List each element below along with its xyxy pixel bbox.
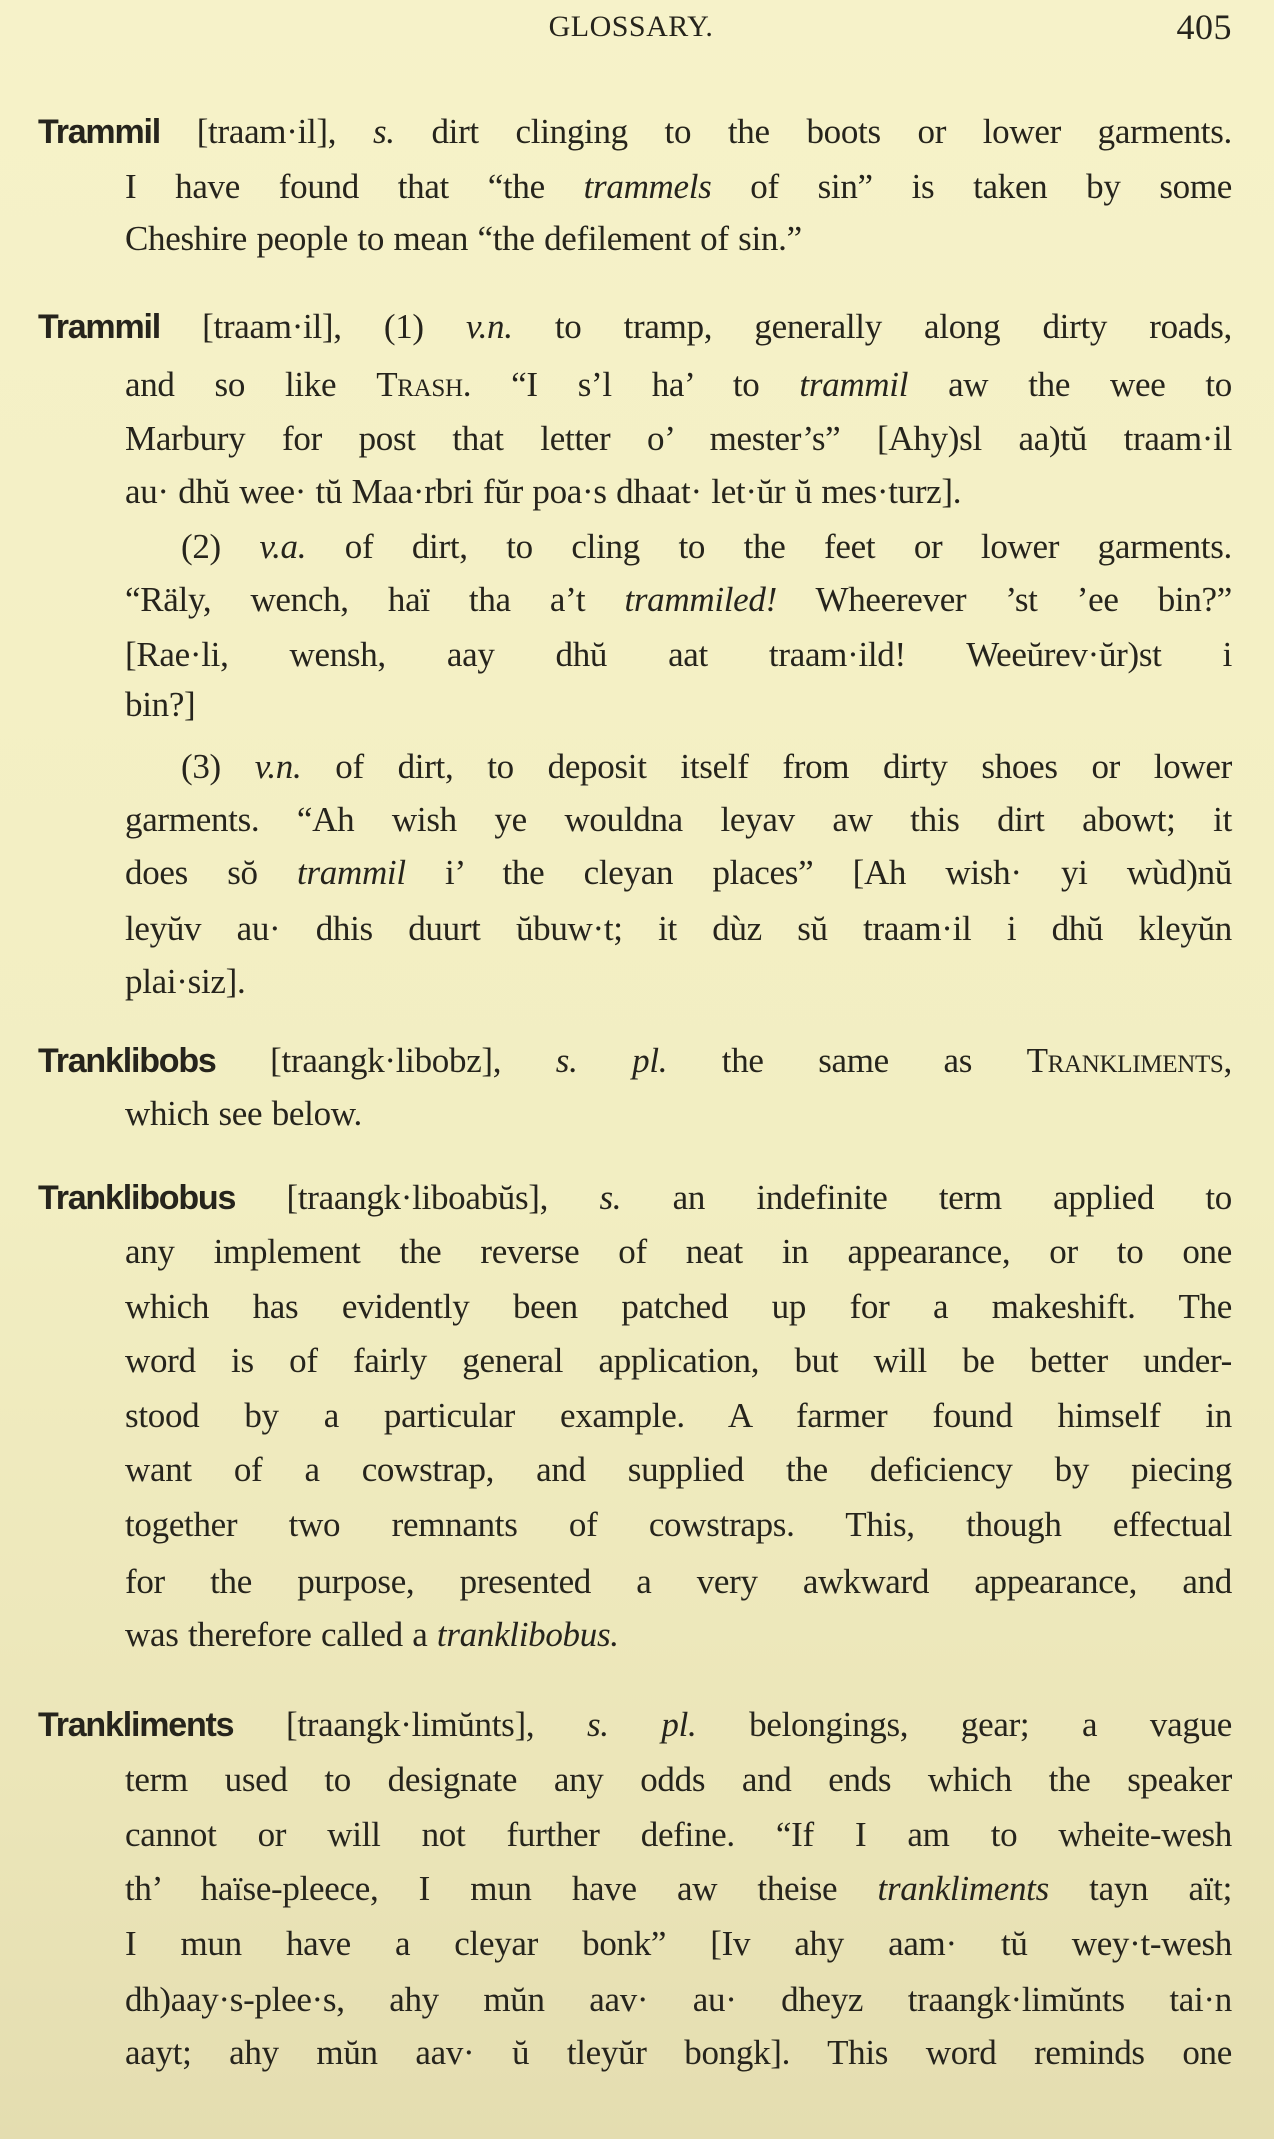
- italic-text: trammil: [799, 365, 909, 404]
- text-run: bin?]: [125, 685, 196, 724]
- text-run: of dirt, to deposit itself from dirty shoes or lower: [301, 747, 1232, 786]
- headword: Tranklibobs: [38, 1042, 216, 1080]
- text-run: i’ the cleyan places” [Ah wish· yi wùd)nŭ: [405, 853, 1232, 892]
- text-line: [125, 630, 1232, 680]
- italic-text: v.a.: [259, 527, 307, 566]
- italic-text: v.n.: [254, 747, 302, 786]
- headword: Tranklibobus: [38, 1179, 236, 1217]
- cross-reference: Trash.: [376, 365, 472, 404]
- text-run: stood by a particular example. A farmer found himself in: [125, 1396, 1232, 1435]
- text-line: [125, 1755, 1232, 1805]
- text-line: [38, 1700, 1232, 1750]
- italic-text: s.: [372, 112, 395, 151]
- text-line: [125, 1445, 1232, 1495]
- text-line: [125, 2028, 1232, 2078]
- text-line: [38, 1173, 1232, 1223]
- text-run: want of a cowstrap, and supplied the deficiency by piecing: [125, 1450, 1232, 1489]
- text-line: [38, 1036, 1232, 1086]
- text-line: [125, 414, 1232, 464]
- text-line: [125, 680, 1232, 730]
- italic-text: v.n.: [465, 307, 513, 346]
- italic-text: tranklibobus.: [436, 1615, 619, 1654]
- text-run: any implement the reverse of neat in appearance, or to one: [125, 1232, 1232, 1271]
- text-run: which see below.: [125, 1094, 362, 1133]
- text-run: leyŭv au· dhis duurt ŭbuw·t; it dùz sŭ traam·il i dhŭ kleyŭn: [125, 909, 1232, 948]
- text-run: Cheshire people to mean “the defilement of sin.”: [125, 219, 802, 258]
- text-run: together two remnants of cowstraps. This, though effectual: [125, 1505, 1232, 1544]
- text-line: [125, 1282, 1232, 1332]
- italic-text: s. pl.: [586, 1705, 697, 1744]
- text-run: I mun have a cleyar bonk” [Iv ahy aam· tŭ wey·t-wesh: [125, 1924, 1232, 1963]
- text-run: and so like: [125, 365, 377, 404]
- text-line: [125, 848, 1232, 898]
- text-line: [38, 302, 1232, 352]
- italic-text: s.: [599, 1178, 622, 1217]
- italic-text: trammil: [297, 853, 406, 892]
- text-line: [125, 214, 1232, 264]
- italic-text: trammels: [583, 167, 712, 206]
- text-line: [125, 1919, 1232, 1969]
- text-run: aayt; ahy mŭn aav· ŭ tleyŭr bongk]. This word reminds one: [125, 2033, 1232, 2072]
- text-run: [traam·il], (1): [160, 307, 466, 346]
- text-line: [125, 1975, 1232, 2025]
- text-run: was therefore called a: [125, 1615, 437, 1654]
- text-run: garments. “Ah wish ye wouldna leyav aw this dirt abowt; it: [125, 800, 1232, 839]
- headword: Trankliments: [38, 1706, 234, 1744]
- italic-text: s. pl.: [555, 1041, 668, 1080]
- text-line: [125, 1557, 1232, 1607]
- text-line: [125, 522, 1232, 572]
- text-run: dirt clinging to the boots or lower garments.: [394, 112, 1232, 151]
- text-run: Marbury for post that letter o’ mester’s” [Ahy)sl aa)tŭ traam·il: [125, 419, 1232, 458]
- text-line: [125, 162, 1232, 212]
- text-line: [125, 360, 1232, 410]
- text-line: [125, 1864, 1232, 1914]
- text-line: [125, 1500, 1232, 1550]
- text-run: of sin” is taken by some: [711, 167, 1232, 206]
- text-run: [traangk·liboabŭs],: [235, 1178, 600, 1217]
- text-run: Wheerever ’st ’ee bin?”: [776, 580, 1232, 619]
- headword: Trammil: [38, 113, 160, 151]
- text-run: an indefinite term applied to: [621, 1178, 1232, 1217]
- text-run: (2): [181, 527, 260, 566]
- text-line: [125, 467, 1232, 517]
- text-run: “Räly, wench, haï tha a’t: [125, 580, 625, 619]
- text-run: of dirt, to cling to the feet or lower garments.: [306, 527, 1232, 566]
- running-head: GLOSSARY.: [548, 10, 714, 43]
- text-run: for the purpose, presented a very awkward appearance, and: [125, 1562, 1232, 1601]
- text-run: tayn aït;: [1048, 1869, 1232, 1908]
- text-run: the same as: [667, 1041, 1027, 1080]
- text-run: dh)aay·s-plee·s, ahy mŭn aav· au· dheyz traangk·limŭnts tai·n: [125, 1980, 1232, 2019]
- headword: Trammil: [38, 308, 160, 346]
- text-line: [125, 1610, 1232, 1660]
- text-line: [125, 742, 1232, 792]
- text-run: au· dhŭ wee· tŭ Maa·rbri fŭr poa·s dhaat· let·ŭr ŭ mes·turz].: [125, 472, 962, 511]
- text-run: “I s’l ha’ to: [471, 365, 800, 404]
- text-line: [125, 957, 1232, 1007]
- text-run: I have found that “the: [125, 167, 584, 206]
- text-run: [traangk·limŭnts],: [233, 1705, 587, 1744]
- text-run: plai·siz].: [125, 962, 246, 1001]
- text-run: to tramp, generally along dirty roads,: [512, 307, 1232, 346]
- page-number: 405: [1176, 7, 1232, 47]
- text-line: [125, 575, 1232, 625]
- text-run: does sŏ: [125, 853, 298, 892]
- text-run: term used to designate any odds and ends which the speaker: [125, 1760, 1232, 1799]
- text-run: aw the wee to: [908, 365, 1232, 404]
- text-line: [125, 1089, 1232, 1139]
- italic-text: trankliments: [877, 1869, 1049, 1908]
- text-run: belongings, gear; a vague: [696, 1705, 1233, 1744]
- text-run: [Rae·li, wensh, aay dhŭ aat traam·ild! Weeŭrev·ŭr)st i: [125, 635, 1232, 674]
- text-line: [125, 1391, 1232, 1441]
- text-line: [125, 1227, 1232, 1277]
- cross-reference: Trankliments,: [1026, 1041, 1232, 1080]
- text-run: which has evidently been patched up for a makeshift. The: [125, 1287, 1232, 1326]
- text-line: [38, 107, 1232, 157]
- text-run: [traangk·libobz],: [215, 1041, 556, 1080]
- text-line: [125, 1336, 1232, 1386]
- text-run: word is of fairly general application, but will be better under-: [125, 1341, 1232, 1380]
- text-run: th’ haïse-pleece, I mun have aw theise: [125, 1869, 878, 1908]
- text-run: [traam·il],: [160, 112, 373, 151]
- text-run: cannot or will not further define. “If I am to wheite-wesh: [125, 1815, 1232, 1854]
- text-line: [125, 795, 1232, 845]
- text-run: (3): [181, 747, 255, 786]
- text-line: [125, 1810, 1232, 1860]
- text-line: [125, 904, 1232, 954]
- italic-text: trammiled!: [624, 580, 777, 619]
